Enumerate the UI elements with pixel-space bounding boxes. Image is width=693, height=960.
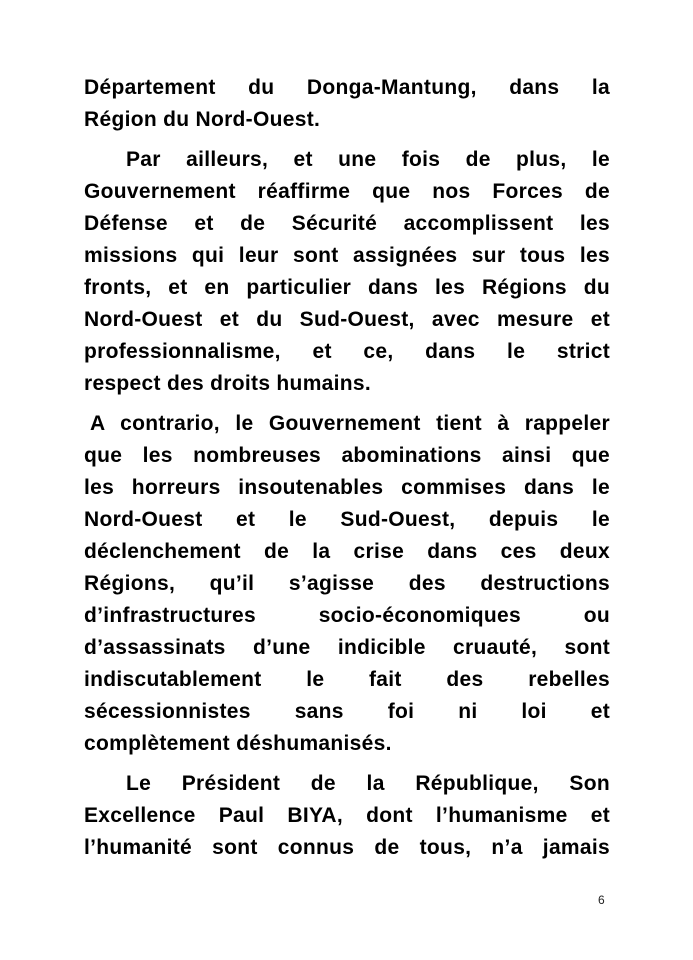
text-line: A contrario, le Gouvernement tient à rappeler (90, 412, 610, 435)
text-line: Régions, qu’il s’agisse des destructions (84, 572, 610, 595)
text-line: Défense et de Sécurité accomplissent les (84, 212, 610, 235)
paragraph-4 (84, 768, 610, 864)
text-line: d’assassinats d’une indicible cruauté, sont (84, 636, 610, 659)
text-line: Nord-Ouest et du Sud-Ouest, avec mesure et (84, 308, 610, 331)
text-line: déclenchement de la crise dans ces deux (84, 540, 610, 563)
text-line: Le Président de la République, Son (126, 772, 610, 795)
paragraph-1 (84, 72, 610, 136)
text-line: professionnalisme, et ce, dans le strict (84, 340, 610, 363)
text-line: respect des droits humains. (84, 372, 372, 395)
text-line: missions qui leur sont assignées sur tous les (84, 244, 610, 267)
text-line: l’humanité sont connus de tous, n’a jamais (84, 836, 610, 859)
text-line: Région du Nord-Ouest. (84, 108, 321, 131)
text-line: d’infrastructures socio-économiques ou (84, 604, 610, 627)
text-line: que les nombreuses abominations ainsi que (84, 444, 610, 467)
text-line: Département du Donga-Mantung, dans la (84, 76, 610, 99)
text-line: sécessionnistes sans foi ni loi et (84, 700, 610, 723)
text-line: les horreurs insoutenables commises dans le (84, 476, 610, 499)
text-line: Par ailleurs, et une fois de plus, le (126, 148, 610, 171)
paragraph-2 (84, 144, 610, 400)
paragraph-3 (84, 408, 610, 760)
text-line: complètement déshumanisés. (84, 732, 392, 755)
text-line: fronts, et en particulier dans les Régions du (84, 276, 610, 299)
text-line: Gouvernement réaffirme que nos Forces de (84, 180, 610, 203)
text-line: Excellence Paul BIYA, dont l’humanisme et (84, 804, 610, 827)
body-text (84, 72, 610, 864)
text-line: indiscutablement le fait des rebelles (84, 668, 610, 691)
text-line: Nord-Ouest et le Sud-Ouest, depuis le (84, 508, 610, 531)
page-number: 6 (598, 893, 605, 907)
